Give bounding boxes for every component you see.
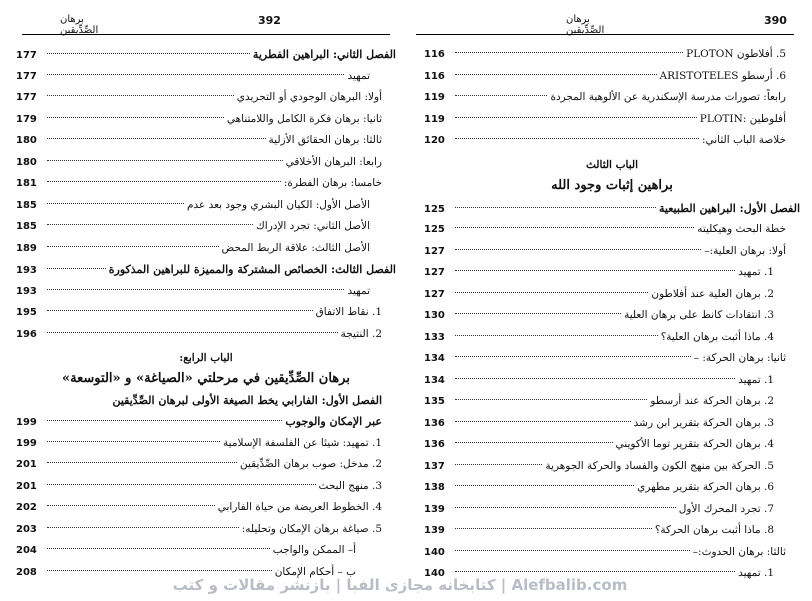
entry-title: 3. انتقادات كانط على برهان العلية xyxy=(624,309,774,321)
entry-title: خامسا: برهان الفطرة: xyxy=(283,177,382,189)
toc-entry xyxy=(424,434,800,456)
dot-leader xyxy=(455,571,735,572)
dot-leader xyxy=(455,313,621,314)
dot-leader xyxy=(47,484,316,485)
toc-entry xyxy=(16,109,396,131)
toc-entry xyxy=(424,262,800,284)
dot-leader xyxy=(47,53,250,54)
entry-page-number: 185 xyxy=(16,199,37,211)
dot-leader xyxy=(47,95,234,96)
toc-entry xyxy=(424,499,800,521)
toc-entry xyxy=(424,520,800,542)
entry-title: 4. الخطوط العريضة من حياة الفارابي xyxy=(217,501,382,513)
dot-leader xyxy=(47,527,239,528)
header-rule xyxy=(416,34,794,35)
dot-leader xyxy=(455,399,647,400)
dot-leader xyxy=(47,332,338,333)
toc-entry xyxy=(16,519,396,541)
running-title: برهان الصِّدِّيقين xyxy=(60,14,99,36)
entry-title: 7. تجرد المحرك الأول xyxy=(678,502,774,515)
entry-title: 1. تمهيد xyxy=(738,373,774,386)
chapter-heading: الفصل الأول: الفارابي يخط الصيغة الأولى لبرهان الصِّدِّيقين xyxy=(112,394,382,407)
toc-group xyxy=(16,44,396,345)
entry-page-number: 185 xyxy=(16,221,37,232)
entry-page-number: 127 xyxy=(424,267,445,278)
dot-leader xyxy=(455,485,634,486)
entry-page-number: 119 xyxy=(424,113,445,125)
entry-title: 2. النتيجة xyxy=(340,327,382,340)
entry-page-number: 139 xyxy=(424,503,445,515)
entry-title: 1. تمهيد xyxy=(738,567,774,579)
entry-title: 5. الحركة بين منهج الكون والفساد والحركة الجوهرية xyxy=(545,459,774,472)
entry-page-number: 127 xyxy=(424,245,445,257)
dot-leader xyxy=(455,207,656,208)
entry-title: الفصل الأول: البراهين الطبيعية xyxy=(659,201,800,215)
entry-title: 8. ماذا أثبت برهان الحركة؟ xyxy=(654,524,774,536)
entry-title: 1. تمهيد xyxy=(738,266,774,278)
toc-entry xyxy=(16,238,396,260)
toc-entry xyxy=(424,413,800,435)
header-rule xyxy=(22,34,390,35)
entry-page-number: 137 xyxy=(424,460,445,472)
toc-entry xyxy=(424,327,800,349)
entry-title: الأصل الثالث: علاقة الربط المحض xyxy=(221,241,370,254)
page-number: 390 xyxy=(764,14,787,27)
entry-page-number: 136 xyxy=(424,417,445,429)
toc-entry xyxy=(424,542,800,564)
dot-leader xyxy=(455,378,735,379)
entry-title: 5. صياغة برهان الإمكان وتحليله: xyxy=(241,522,382,535)
entry-title: 2. مدخل: صوب برهان الصِّدِّيقين xyxy=(239,458,382,470)
entry-title: رابعا: البرهان الأخلاقي xyxy=(285,155,382,168)
dot-leader xyxy=(47,246,219,247)
dot-leader xyxy=(455,507,676,508)
entry-page-number: 199 xyxy=(16,437,37,449)
toc-entry xyxy=(424,66,800,88)
part-title: برهان الصِّدِّيقين في مرحلتي «الصياغة» و «التوسعة» xyxy=(62,371,350,386)
entry-page-number: 199 xyxy=(16,417,37,428)
entry-title: الفصل الثاني: البراهين الفطرية xyxy=(252,48,396,61)
entry-page-number: 181 xyxy=(16,178,37,189)
entry-title: الأصل الثاني: تجرد الإدراك xyxy=(256,220,370,232)
entry-page-number: 177 xyxy=(16,92,37,103)
toc-entry xyxy=(424,219,800,241)
entry-title: 4. برهان الحركة بتقرير توما الأكويني xyxy=(615,438,774,450)
dot-leader xyxy=(47,505,215,506)
entry-title: خلاصة الباب الثاني: xyxy=(701,134,786,146)
dot-leader xyxy=(47,570,272,571)
toc-entry xyxy=(424,305,800,327)
entry-title: 1. تمهيد: شيئا عن الفلسفة الإسلامية xyxy=(223,436,382,449)
toc-entry xyxy=(16,195,396,217)
entry-page-number: 204 xyxy=(16,545,37,556)
entry-page-number: 179 xyxy=(16,113,37,125)
entry-page-number: 195 xyxy=(16,307,37,318)
entry-title: أولا: البرهان الوجودي أو التجريدي xyxy=(236,91,382,103)
toc-entry xyxy=(16,216,396,238)
toc-entry xyxy=(424,370,800,392)
entry-page-number: 140 xyxy=(424,568,445,579)
toc-entry xyxy=(424,284,800,306)
entry-page-number: 116 xyxy=(424,49,445,60)
dot-leader xyxy=(455,117,697,118)
entry-title: ثانيا: برهان الحركة: – xyxy=(693,352,786,364)
toc-entry xyxy=(16,476,396,498)
toc-entry xyxy=(424,198,800,220)
toc-entry xyxy=(16,433,396,455)
entry-title: ثالثا: برهان الحقائق الأزلية xyxy=(268,134,382,146)
entry-page-number: 196 xyxy=(16,328,37,340)
part-title: براهين إثبات وجود الله xyxy=(551,177,673,193)
entry-page-number: 189 xyxy=(16,242,37,254)
dot-leader xyxy=(455,95,547,96)
toc-entry xyxy=(424,130,800,152)
dot-leader xyxy=(47,289,344,290)
dot-leader xyxy=(455,442,613,443)
entry-page-number: 133 xyxy=(424,331,445,343)
page-number: 392 xyxy=(258,14,281,27)
entry-title: 1. نقاط الاتفاق xyxy=(315,306,382,318)
entry-page-number: 202 xyxy=(16,502,37,513)
dot-leader xyxy=(47,441,220,442)
toc-entry xyxy=(16,66,396,88)
entry-page-number: 180 xyxy=(16,156,37,168)
entry-page-number: 134 xyxy=(424,374,445,386)
dot-leader xyxy=(47,224,253,225)
toc-group xyxy=(424,44,800,152)
entry-title: تمهيد xyxy=(347,69,370,82)
entry-page-number: 125 xyxy=(424,224,445,235)
entry-page-number: 120 xyxy=(424,135,445,146)
entry-page-number: 136 xyxy=(424,439,445,450)
dot-leader xyxy=(47,181,281,182)
entry-page-number: 177 xyxy=(16,70,37,82)
right-page xyxy=(406,0,812,601)
entry-page-number: 119 xyxy=(424,92,445,103)
dot-leader xyxy=(455,356,691,357)
entry-page-number: 140 xyxy=(424,546,445,558)
toc-group xyxy=(16,411,396,583)
dot-leader xyxy=(47,203,184,204)
dot-leader xyxy=(47,117,224,118)
running-title: برهان الصِّدِّيقين xyxy=(566,14,605,36)
entry-title: 6. برهان الحركة بتقرير مطهري xyxy=(637,481,774,493)
entry-title: 5. أفلاطون PLOTON xyxy=(686,48,786,60)
toc-entry xyxy=(16,540,396,562)
entry-page-number: 125 xyxy=(424,203,445,215)
toc-entry xyxy=(16,259,396,281)
entry-page-number: 201 xyxy=(16,480,37,492)
entry-page-number: 127 xyxy=(424,288,445,300)
dot-leader xyxy=(47,310,313,311)
entry-title: 6. أرسطو ARISTOTELES xyxy=(659,69,786,82)
entry-page-number: 138 xyxy=(424,482,445,493)
entry-title: ب – أحكام الإمكان xyxy=(274,565,356,578)
toc-entry xyxy=(424,477,800,499)
toc-entry xyxy=(16,87,396,109)
toc-entry xyxy=(424,456,800,478)
toc-entry xyxy=(16,497,396,519)
entry-page-number: 134 xyxy=(424,353,445,364)
dot-leader xyxy=(455,249,701,250)
dot-leader xyxy=(455,138,699,139)
dot-leader xyxy=(47,160,283,161)
toc-entry xyxy=(424,241,800,263)
entry-title: عبر الإمكان والوجوب xyxy=(285,415,382,428)
entry-title: الفصل الثالث: الخصائص المشتركة والمميزة للبراهين المذكورة xyxy=(108,263,396,276)
toc-entry xyxy=(424,348,800,370)
entry-title: رابعاً: تصورات مدرسة الإسكندرية عن الألوهية المجردة xyxy=(550,91,786,103)
entry-title: 2. برهان الحركة عند أرسطو xyxy=(650,395,774,407)
entry-page-number: 201 xyxy=(16,459,37,470)
entry-title: خطة البحث وهيكليته xyxy=(697,223,786,235)
toc-entry xyxy=(424,391,800,413)
entry-title: أولا: برهان العلية:– xyxy=(704,244,786,257)
toc-entry xyxy=(16,454,396,476)
dot-leader xyxy=(455,52,683,53)
dot-leader xyxy=(455,550,690,551)
entry-page-number: 116 xyxy=(424,70,445,82)
entry-title: 4. ماذا أثبت برهان العلية؟ xyxy=(660,330,774,343)
entry-title: الأصل الأول: الكيان البشري وجود بعد عدم xyxy=(186,198,370,211)
toc-entry xyxy=(16,173,396,195)
toc-list xyxy=(424,44,800,585)
entry-page-number: 193 xyxy=(16,265,37,276)
dot-leader xyxy=(47,74,344,75)
toc-entry xyxy=(16,411,396,433)
entry-title: تمهيد xyxy=(347,284,370,297)
entry-page-number: 135 xyxy=(424,396,445,407)
entry-page-number: 180 xyxy=(16,135,37,146)
entry-page-number: 203 xyxy=(16,523,37,535)
dot-leader xyxy=(455,227,694,228)
entry-title: أفلوطين :PLOTIN xyxy=(699,112,786,125)
toc-entry xyxy=(16,302,396,324)
entry-title: ثانيا: برهان فكرة الكامل واللامتناهي xyxy=(226,112,382,125)
toc-entry xyxy=(16,281,396,303)
toc-entry xyxy=(424,109,800,131)
toc-group xyxy=(424,198,800,585)
watermark-text: Alefbalib.com | كتابخانه مجازی الفبا | بازنشر مقالات و کتب xyxy=(172,576,628,594)
entry-title: ثالثا: برهان الحدوث:– xyxy=(692,545,786,558)
dot-leader xyxy=(47,138,266,139)
dot-leader xyxy=(455,74,657,75)
entry-page-number: 177 xyxy=(16,50,37,61)
dot-leader xyxy=(47,420,282,421)
toc-entry xyxy=(16,324,396,346)
entry-title: 2. برهان العلية عند أفلاطون xyxy=(651,287,774,300)
toc-entry xyxy=(16,130,396,152)
dot-leader xyxy=(455,528,652,529)
dot-leader xyxy=(47,462,237,463)
entry-title: 3. منهج البحث xyxy=(318,479,382,492)
entry-page-number: 130 xyxy=(424,310,445,321)
dot-leader xyxy=(455,292,648,293)
dot-leader xyxy=(455,421,631,422)
dot-leader xyxy=(455,464,542,465)
entry-page-number: 139 xyxy=(424,525,445,536)
entry-title: أ– الممكن والواجب xyxy=(272,544,356,556)
entry-page-number: 208 xyxy=(16,566,37,578)
dot-leader xyxy=(47,268,106,269)
toc-entry xyxy=(16,152,396,174)
dot-leader xyxy=(455,335,658,336)
toc-entry xyxy=(424,87,800,109)
toc-entry xyxy=(424,44,800,66)
entry-title: 3. برهان الحركة بتقرير ابن رشد xyxy=(633,416,774,429)
part-label: الباب الرابع: xyxy=(179,352,233,364)
dot-leader xyxy=(455,270,735,271)
part-label: الباب الثالث xyxy=(585,158,639,171)
toc-entry xyxy=(16,44,396,66)
dot-leader xyxy=(47,548,270,549)
toc-list xyxy=(16,44,396,583)
entry-page-number: 193 xyxy=(16,285,37,297)
